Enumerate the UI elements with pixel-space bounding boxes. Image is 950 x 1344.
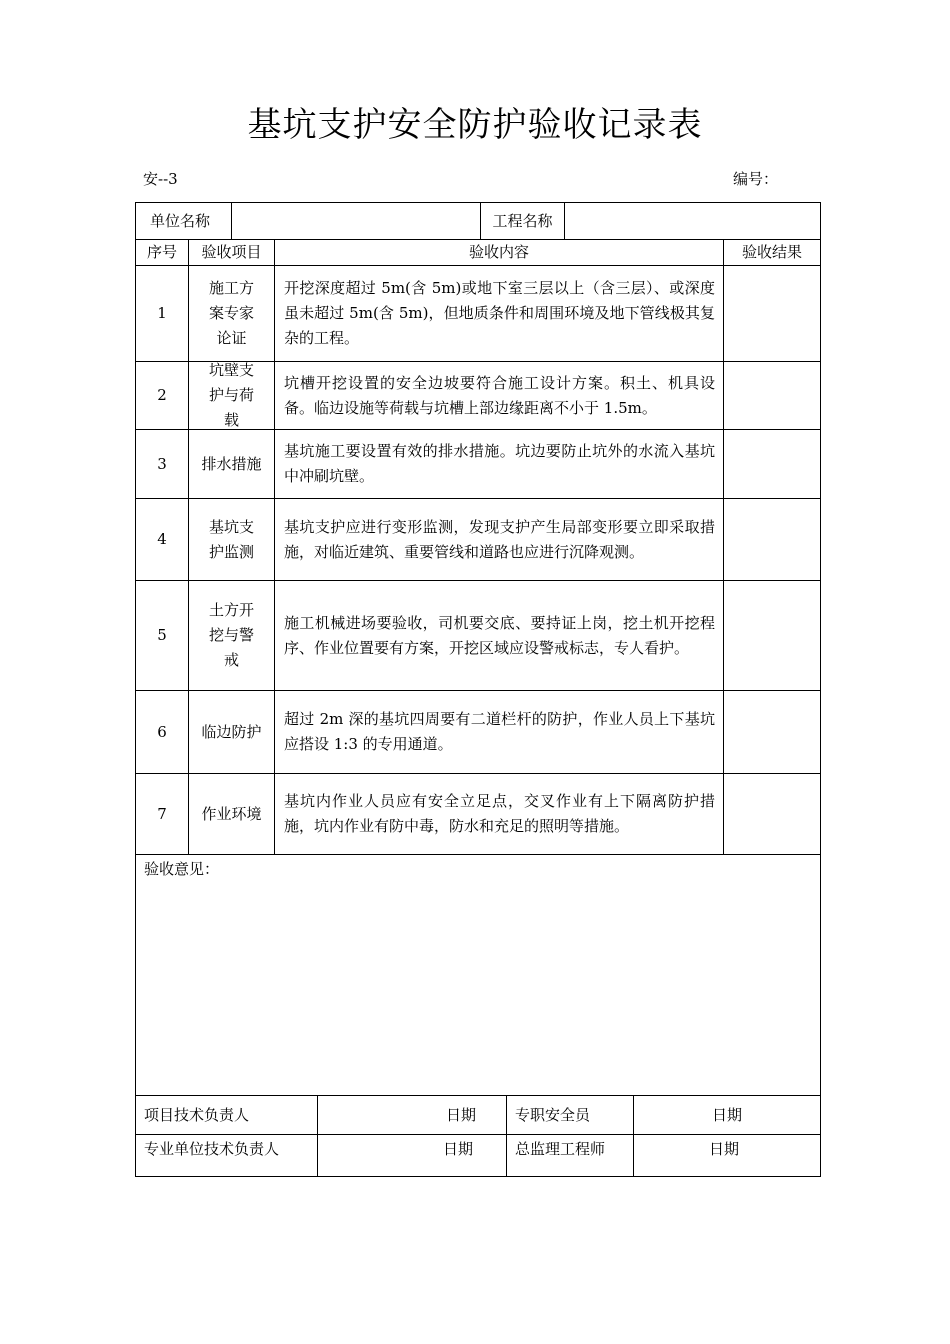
- row-item-text: 土方开挖与警戒: [208, 601, 254, 669]
- row-item-text: 排水措施: [201, 454, 262, 473]
- specialty-tech-lead-label: [136, 1135, 317, 1176]
- row-content-text: 坑槽开挖设置的安全边坡要符合施工设计方案。积土、机具设备。临边设施等荷载与坑槽上部边缘距离不小于 1.5m。: [284, 373, 715, 417]
- row-content-text: 超过 2m 深的基坑四周要有二道栏杆的防护，作业人员上下基坑应搭设 1:3 的专用通道。: [284, 710, 715, 753]
- chief-supervisor-label: [507, 1135, 633, 1176]
- row-result-field[interactable]: [724, 691, 820, 773]
- row-content-text: 施工机械进场要验收，司机要交底、要持证上岗，挖土机开挖程序、作业位置要有方案，开挖区域应设警戒标志，专人看护。: [284, 613, 715, 657]
- acceptance-opinion-label: 验收意见：: [144, 860, 220, 878]
- row-content: [275, 362, 723, 429]
- project-name-label: [481, 203, 564, 239]
- row-item: [189, 499, 274, 580]
- row-result-field[interactable]: [724, 581, 820, 690]
- date-label: 日期: [446, 1105, 477, 1124]
- project-tech-lead-signature-field[interactable]: [318, 1096, 506, 1134]
- column-header-result: 验收结果: [741, 243, 802, 261]
- row-item-text: 坑壁支护与荷载: [208, 361, 254, 429]
- column-header-item: 验收项目: [201, 243, 262, 261]
- column-header-no: 序号: [146, 243, 177, 261]
- row-content-text: 基坑施工要设置有效的排水措施。坑边要防止坑外的水流入基坑中冲刷坑壁。: [284, 442, 715, 485]
- serial-number-label: 编号：: [733, 170, 779, 188]
- row-number: 6: [157, 722, 167, 741]
- unit-name-label-text: 单位名称: [150, 211, 211, 230]
- project-name-label-text: 工程名称: [492, 211, 553, 230]
- row-number: 2: [157, 386, 167, 404]
- row-item: [189, 362, 274, 429]
- row-item: [189, 266, 274, 361]
- unit-name-label: [136, 203, 231, 239]
- row-number: 1: [157, 304, 167, 322]
- row-number: 7: [157, 804, 167, 823]
- row-content: [275, 581, 723, 690]
- row-item: [189, 581, 274, 690]
- row-content: [275, 691, 723, 773]
- project-tech-lead-label-text: 项目技术负责人: [144, 1105, 250, 1124]
- inspection-record-table: [135, 202, 821, 1177]
- project-tech-lead-label: [136, 1096, 317, 1134]
- row-item: [189, 774, 274, 854]
- row-item-text: 施工方案专家论证: [208, 279, 254, 347]
- safety-officer-signature-field[interactable]: [634, 1096, 820, 1134]
- date-label: 日期: [711, 1105, 742, 1124]
- unit-name-field[interactable]: [232, 203, 480, 239]
- row-content-text: 基坑内作业人员应有安全立足点，交叉作业有上下隔离防护措施，坑内作业有防中毒，防水和充足的照明等措施。: [284, 792, 715, 835]
- row-result-field[interactable]: [724, 430, 820, 498]
- safety-officer-label: [507, 1096, 633, 1134]
- row-content: [275, 499, 723, 580]
- safety-officer-label-text: 专职安全员: [515, 1105, 591, 1124]
- row-content: [275, 774, 723, 854]
- project-name-field[interactable]: [565, 203, 820, 239]
- row-content-text: 基坑支护应进行变形监测，发现支护产生局部变形要立即采取措施，对临近建筑、重要管线和道路也应进行沉降观测。: [284, 517, 715, 561]
- row-item-text: 作业环境: [201, 804, 262, 823]
- row-item-text: 临边防护: [201, 722, 262, 741]
- acceptance-opinion-field[interactable]: [136, 855, 820, 1095]
- specialty-tech-lead-signature-field[interactable]: [318, 1135, 506, 1176]
- row-item: [189, 430, 274, 498]
- specialty-tech-lead-label-text: 专业单位技术负责人: [144, 1140, 280, 1158]
- row-result-field[interactable]: [724, 499, 820, 580]
- row-result-field[interactable]: [724, 774, 820, 854]
- form-code: 安--3: [143, 170, 178, 188]
- row-content: [275, 266, 723, 361]
- row-result-field[interactable]: [724, 266, 820, 361]
- column-header-content: 验收内容: [468, 243, 529, 261]
- row-result-field[interactable]: [724, 362, 820, 429]
- row-number: 5: [157, 626, 167, 644]
- row-content-text: 开挖深度超过 5m(含 5m)或地下室三层以上（含三层）、或深度虽未超过 5m(含 5m)，但地质条件和周围环境及地下管线极其复杂的工程。: [284, 279, 715, 347]
- date-label: 日期: [709, 1140, 740, 1158]
- chief-supervisor-signature-field[interactable]: [634, 1135, 820, 1176]
- row-item: [189, 691, 274, 773]
- row-number: 4: [157, 530, 167, 548]
- row-item-text: 基坑支护监测: [208, 517, 254, 561]
- row-content: [275, 430, 723, 498]
- row-number: 3: [157, 454, 167, 473]
- date-label: 日期: [443, 1140, 474, 1158]
- chief-supervisor-label-text: 总监理工程师: [515, 1140, 606, 1158]
- document-title: 基坑支护安全防护验收记录表: [247, 105, 703, 145]
